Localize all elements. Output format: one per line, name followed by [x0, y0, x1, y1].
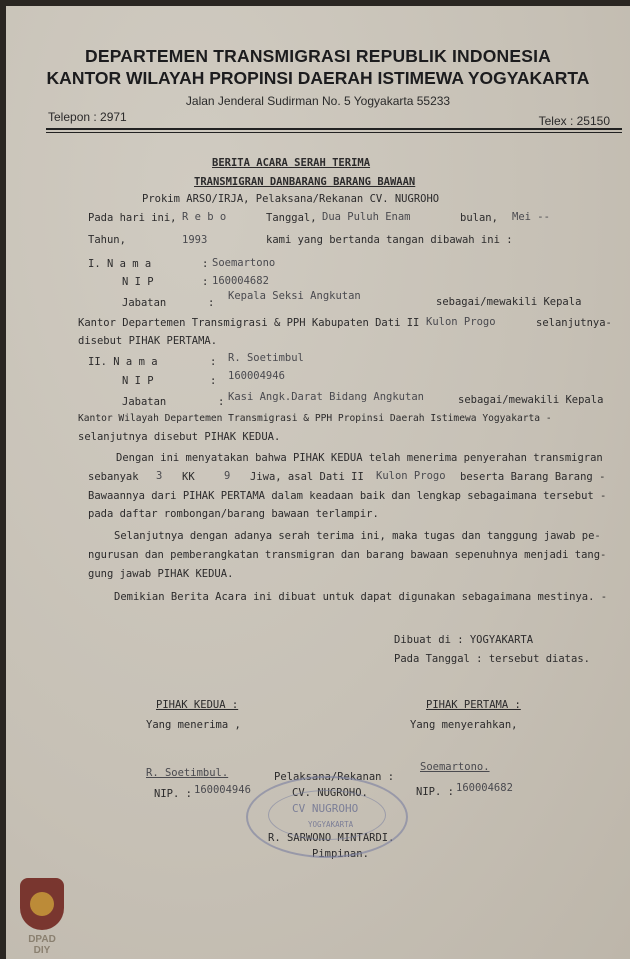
- sig-left-name: R. Soetimbul.: [146, 767, 229, 779]
- intro-pada-hari: Pada hari ini,: [88, 212, 177, 224]
- pihak1-sebagai: sebagai/mewakili Kepala: [436, 296, 582, 308]
- sig-right-nip-label: NIP. :: [416, 786, 454, 798]
- sig-middle-name: R. SARWONO MINTARDI.: [268, 832, 395, 844]
- pihak2-nama-value: R. Soetimbul: [228, 352, 304, 364]
- pihak1-jabatan-value: Kepala Seksi Angkutan: [228, 290, 361, 302]
- sig-right-title: PIHAK PERTAMA :: [426, 699, 521, 711]
- pihak2-disebut: selanjutnya disebut PIHAK KEDUA.: [78, 431, 281, 443]
- body-p3: Demikian Berita Acara ini dibuat untuk dapat digunakan sebagaimana mestinya. -: [114, 591, 608, 603]
- body-p1-line4: pada daftar rombongan/barang bawaan terlampir.: [88, 508, 379, 520]
- doc-title-line1: BERITA ACARA SERAH TERIMA: [212, 157, 371, 169]
- pihak2-kantor: Kantor Wilayah Departemen Transmigrasi & PPH Propinsi Daerah Istimewa Yogyakarta -: [78, 413, 552, 424]
- pihak1-nama-value: Soemartono: [212, 257, 276, 269]
- document-page: [6, 6, 630, 959]
- letterhead-rule: [46, 128, 622, 130]
- body-sebanyak: sebanyak: [88, 471, 139, 483]
- pihak1-kabupaten: Kulon Progo: [426, 316, 496, 328]
- letterhead-rule-thin: [46, 132, 622, 133]
- doc-title-line2: TRANSMIGRAN DANBARANG BARANG BAWAAN: [194, 176, 416, 188]
- sig-middle-title: Pelaksana/Rekanan :: [274, 771, 395, 783]
- intro-tanggal-label: Tanggal,: [266, 212, 317, 224]
- sig-right-role: Yang menyerahkan,: [410, 719, 518, 731]
- pihak2-nip-label: N I P: [122, 375, 154, 387]
- pihak1-kantor: Kantor Departemen Transmigrasi & PPH Kabupaten Dati II: [78, 317, 420, 329]
- body-beserta: beserta Barang Barang -: [460, 471, 606, 483]
- body-p2-line1: Selanjutnya dengan adanya serah terima ini, maka tugas dan tanggung jawab pe-: [114, 530, 601, 542]
- body-kk-value: 3: [156, 470, 163, 482]
- sig-left-role: Yang menerima ,: [146, 719, 241, 731]
- intro-tahun-value: 1993: [182, 234, 208, 246]
- stamp-company-text: CV NUGROHO: [292, 802, 359, 815]
- closing-tanggal: Pada Tanggal : tersebut diatas.: [394, 653, 590, 665]
- intro-tanggal-value: Dua Puluh Enam: [322, 211, 411, 223]
- archive-logo-text: DPAD DIY: [28, 934, 56, 956]
- company-stamp-inner-ring: [268, 790, 386, 840]
- sig-left-nip-value: 160004946: [194, 784, 251, 796]
- pihak2-sebagai: sebagai/mewakili Kepala: [458, 394, 604, 406]
- pihak1-nama-colon: :: [202, 258, 209, 270]
- intro-bulan-value: Mei --: [512, 211, 550, 223]
- body-p2-line2: ngurusan dan pemberangkatan transmigran dan barang bawaan sepenuhnya menjadi tang-: [88, 549, 607, 561]
- body-kk-label: KK: [182, 471, 195, 483]
- body-p1-line3: Bawaannya dari PIHAK PERTAMA dalam keadaan baik dan lengkap sebagaimana tersebut -: [88, 490, 607, 502]
- pihak1-nip-colon: :: [202, 276, 209, 288]
- body-jiwa-value: 9: [224, 470, 231, 482]
- pihak2-jabatan-value: Kasi Angk.Darat Bidang Angkutan: [228, 391, 424, 403]
- body-p2-line3: gung jawab PIHAK KEDUA.: [88, 568, 234, 580]
- letterhead-address: Jalan Jenderal Sudirman No. 5 Yogyakarta 55233: [185, 94, 451, 108]
- pihak2-jabatan-label: Jabatan: [122, 396, 167, 408]
- closing-dibuat: Dibuat di : YOGYAKARTA: [394, 634, 534, 646]
- sig-right-nip-value: 160004682: [456, 782, 513, 794]
- pihak1-jabatan-colon: :: [208, 297, 215, 309]
- sig-middle-company: CV. NUGROHO.: [292, 787, 368, 799]
- pihak1-jabatan-label: Jabatan: [122, 297, 167, 309]
- pihak2-nama-colon: :: [210, 356, 217, 368]
- pihak1-nama-label: I. N a m a: [88, 258, 152, 270]
- intro-hari-value: R e b o: [182, 211, 227, 223]
- doc-title-line3: Prokim ARSO/IRJA, Pelaksana/Rekanan CV. NUGROHO: [142, 193, 440, 205]
- pihak2-nama-label: II. N a m a: [88, 356, 158, 368]
- body-p1-line1: Dengan ini menyatakan bahwa PIHAK KEDUA telah menerima penyerahan transmigran: [116, 452, 603, 464]
- sig-left-nip-label: NIP. :: [154, 788, 192, 800]
- letterhead-telex: Telex : 25150: [538, 114, 610, 128]
- pihak2-nip-colon: :: [210, 375, 217, 387]
- stamp-city-text: YOGYAKARTA: [308, 820, 354, 829]
- letterhead-line1: DEPARTEMEN TRANSMIGRASI REPUBLIK INDONESIA: [84, 46, 551, 66]
- intro-kami: kami yang bertanda tangan dibawah ini :: [266, 234, 513, 246]
- intro-bulan-label: bulan,: [460, 212, 498, 224]
- letterhead-line2: KANTOR WILAYAH PROPINSI DAERAH ISTIMEWA YOGYAKARTA: [46, 68, 590, 88]
- sig-right-name: Soemartono.: [420, 761, 490, 773]
- body-jiwa-label: Jiwa, asal Dati II: [250, 471, 364, 483]
- pihak2-jabatan-colon: :: [218, 396, 225, 408]
- pihak1-nip-label: N I P: [122, 276, 154, 288]
- pihak1-selanjutnya: selanjutnya-: [536, 317, 612, 329]
- archive-logo-emblem: [30, 892, 54, 916]
- pihak2-nip-value: 160004946: [228, 370, 285, 382]
- pihak1-nip-value: 160004682: [212, 275, 269, 287]
- intro-tahun-label: Tahun,: [88, 234, 126, 246]
- sig-left-title: PIHAK KEDUA :: [156, 699, 239, 711]
- body-asal-value: Kulon Progo: [376, 470, 446, 482]
- sig-middle-role: Pimpinan.: [312, 848, 369, 860]
- pihak1-disebut: disebut PIHAK PERTAMA.: [78, 335, 218, 347]
- letterhead-telepon: Telepon : 2971: [48, 110, 127, 124]
